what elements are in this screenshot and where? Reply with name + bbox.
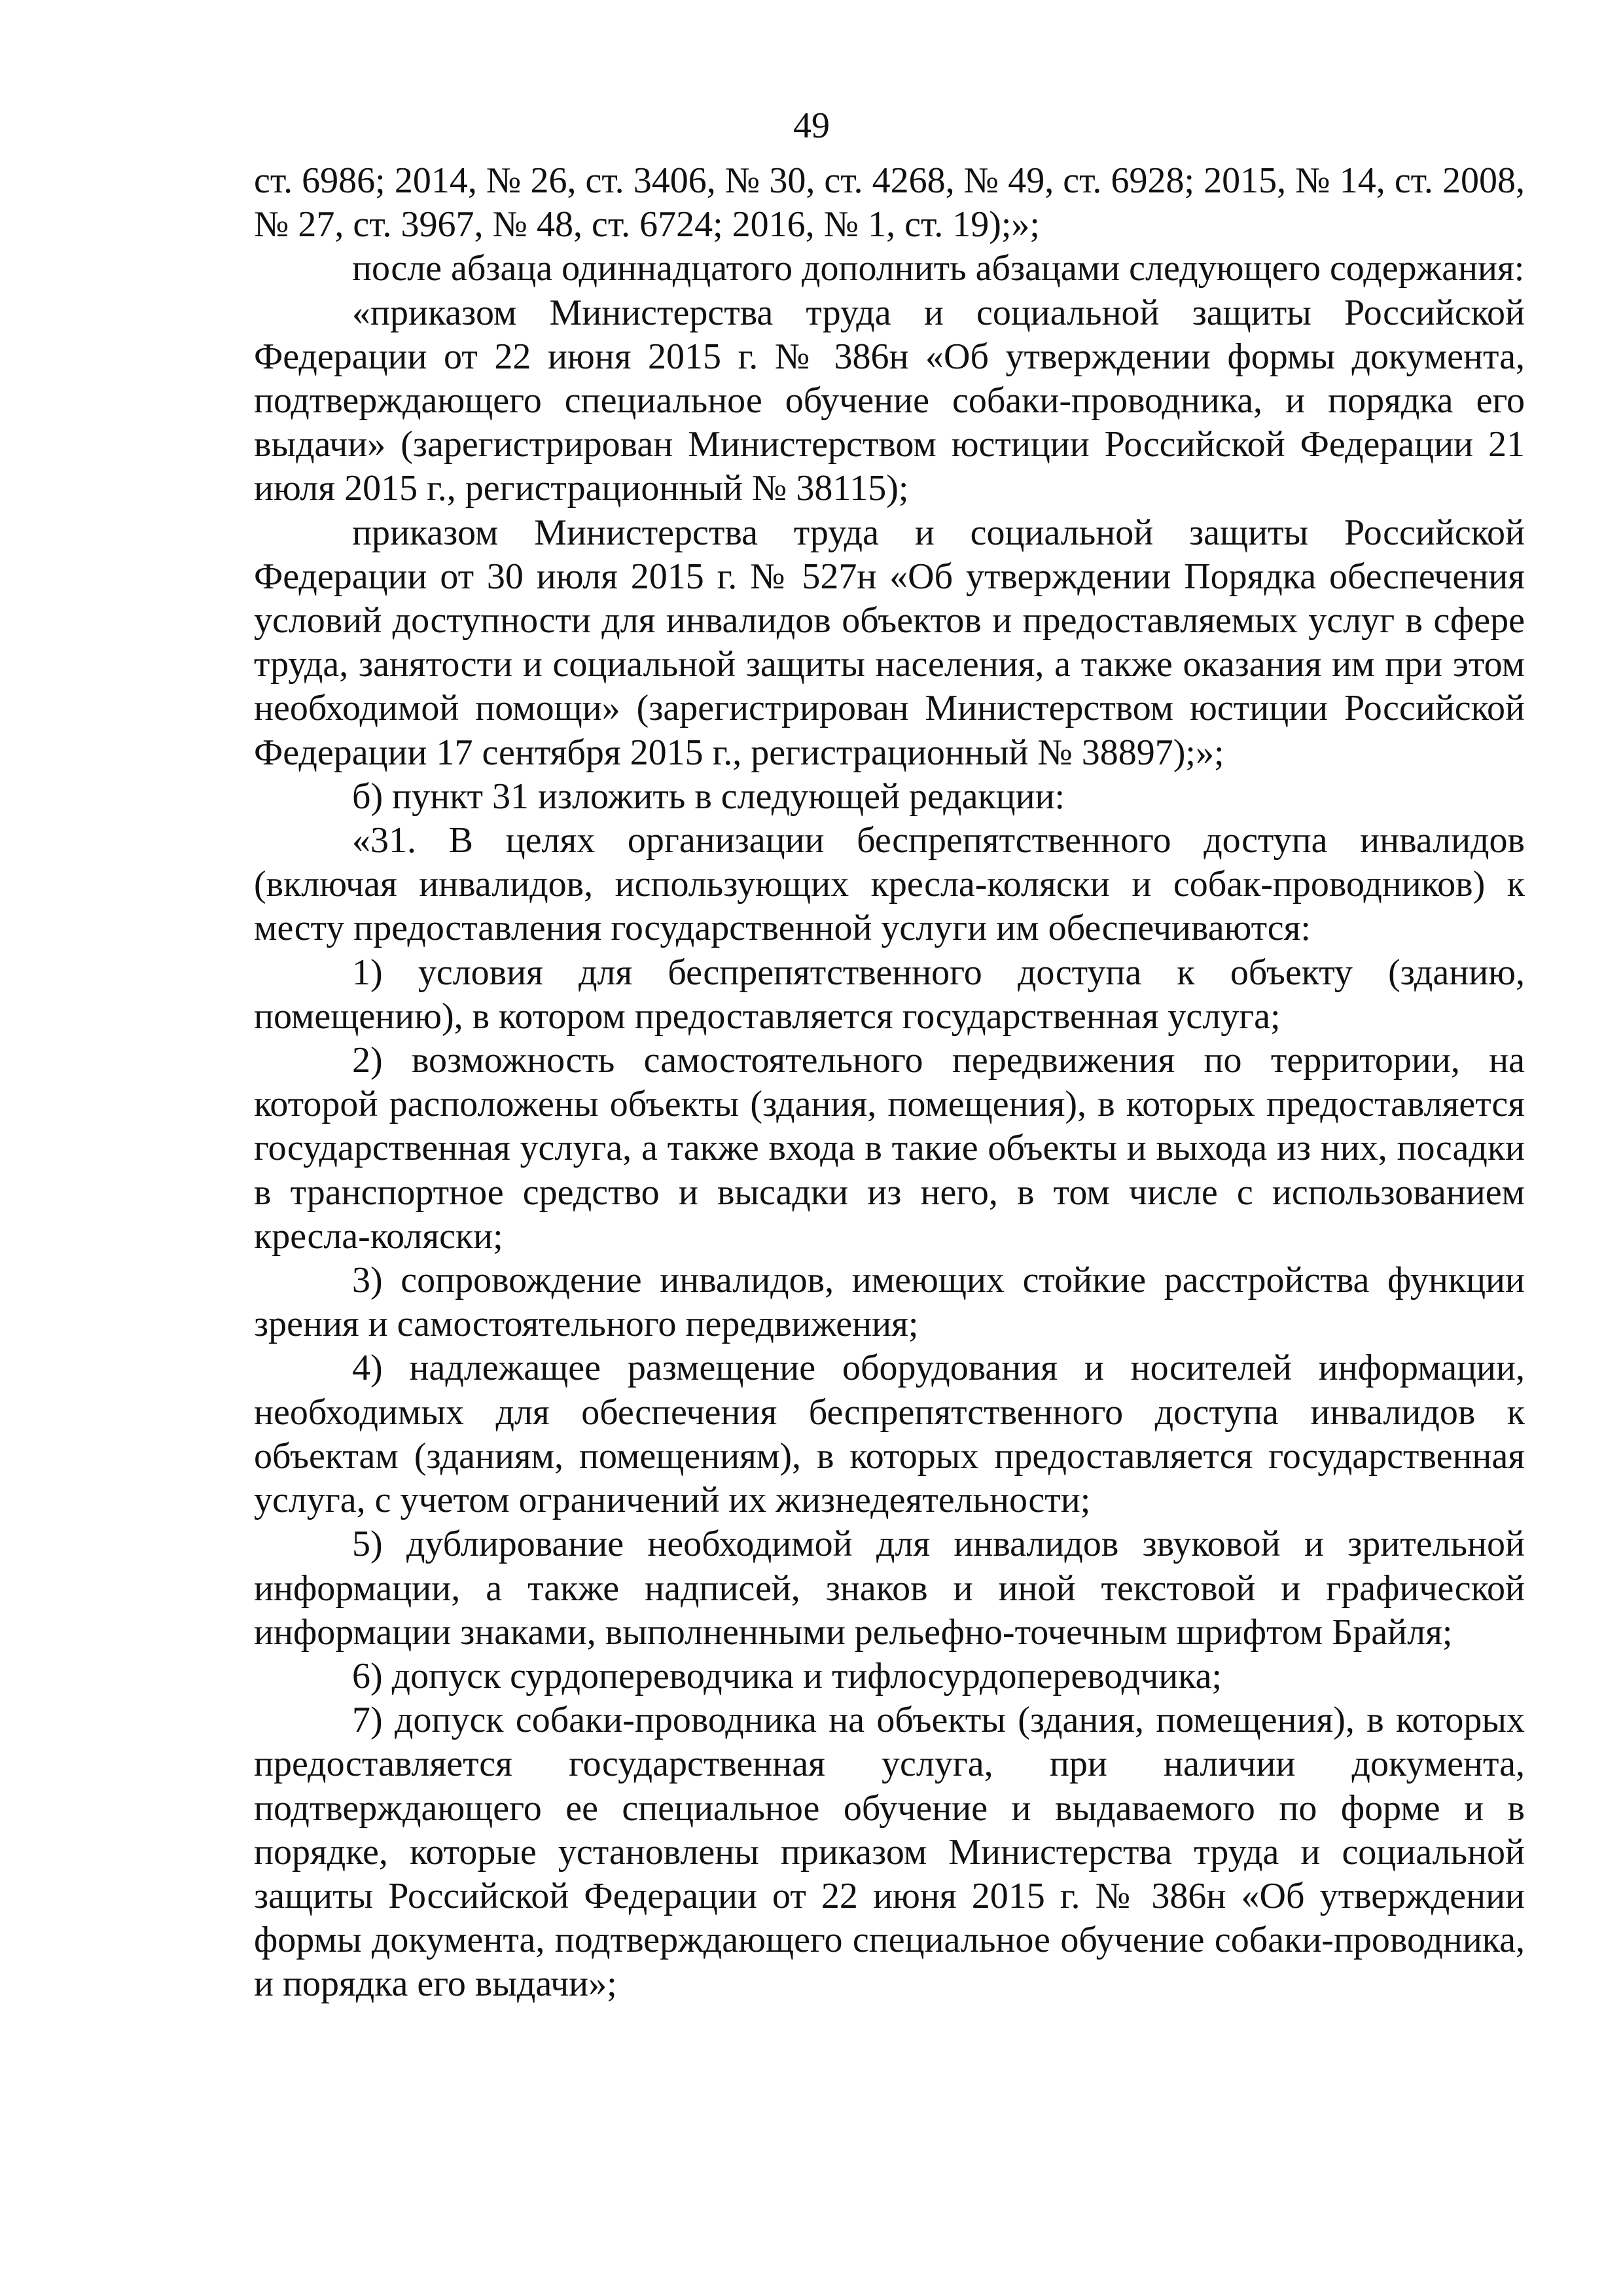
paragraph-item-b: б) пункт 31 изложить в следующей редакции: xyxy=(352,776,1065,817)
list-item-5: 5) дублирование необходимой для инвалидов звуковой и зрительной информации, а также надписей, знаков и иной текстовой и графической информации знаками, выполненными рельефно-точечным шрифтом Брайля; xyxy=(254,1524,1525,1653)
list-item-3: 3) сопровождение инвалидов, имеющих стойкие расстройства функции зрения и самостоятельного передвижения; xyxy=(254,1260,1525,1345)
page-number: 49 xyxy=(793,105,830,146)
list-item-7: 7) допуск собаки-проводника на объекты (здания, помещения), в которых предоставляется государственная услуга, при наличии документа, подтверждающего ее специальное обучение и выдаваемого по форме и в порядке, которые установлены приказом Министерства труда и социальной защиты Российской Федерации от 22 июня 2015 г. № 386н «Об утверждении формы документа, подтверждающего специальное обучение собаки-проводника, и порядка его выдачи»; xyxy=(254,1700,1525,2005)
paragraph-point-31: «31. В целях организации беспрепятственного доступа инвалидов (включая инвалидов, использующих кресла-коляски и собак-проводников) к месту предоставления государственной услуги им обеспечиваются: xyxy=(254,820,1525,949)
document-body xyxy=(254,159,1525,2007)
paragraph-citation-continuation: ст. 6986; 2014, № 26, ст. 3406, № 30, ст. 4268, № 49, ст. 6928; 2015, № 14, ст. 2008, № 27, ст. 3967, № 48, ст. 6724; 2016, № 1, ст. 19);»; xyxy=(254,160,1525,245)
list-item-6: 6) допуск сурдопереводчика и тифлосурдопереводчика; xyxy=(352,1655,1222,1696)
list-item-4: 4) надлежащее размещение оборудования и носителей информации, необходимых для обеспечения беспрепятственного доступа инвалидов к объектам (зданиям, помещениям), в которых предоставляется государственная услуга, с учетом ограничений их жизнедеятельности; xyxy=(254,1348,1525,1521)
list-item-2: 2) возможность самостоятельного передвижения по территории, на которой расположены объекты (здания, помещения), в которых предоставляется государственная услуга, а также входа в такие объекты и выхода из них, посадки в транспортное средство и высадки из него, в том числе с использованием кресла-коляски; xyxy=(254,1040,1525,1257)
paragraph-after-eleventh: после абзаца одиннадцатого дополнить абзацами следующего содержания: xyxy=(352,248,1525,289)
list-item-1: 1) условия для беспрепятственного доступа к объекту (зданию, помещению), в котором предоставляется государственная услуга; xyxy=(254,952,1525,1037)
paragraph-order-386n: «приказом Министерства труда и социальной защиты Российской Федерации от 22 июня 2015 г. № 386н «Об утверждении формы документа, подтверждающего специальное обучение собаки-проводника, и порядка его выдачи» (зарегистрирован Министерством юстиции Российской Федерации 21 июля 2015 г., регистрационный № 38115); xyxy=(254,292,1525,509)
paragraph-order-527n: приказом Министерства труда и социальной защиты Российской Федерации от 30 июля 2015 г. № 527н «Об утверждении Порядка обеспечения условий доступности для инвалидов объектов и предоставляемых услуг в сфере труда, занятости и социальной защиты населения, а также оказания им при этом необходимой помощи» (зарегистрирован Министерством юстиции Российской Федерации 17 сентября 2015 г., регистрационный № 38897);»; xyxy=(254,512,1525,773)
